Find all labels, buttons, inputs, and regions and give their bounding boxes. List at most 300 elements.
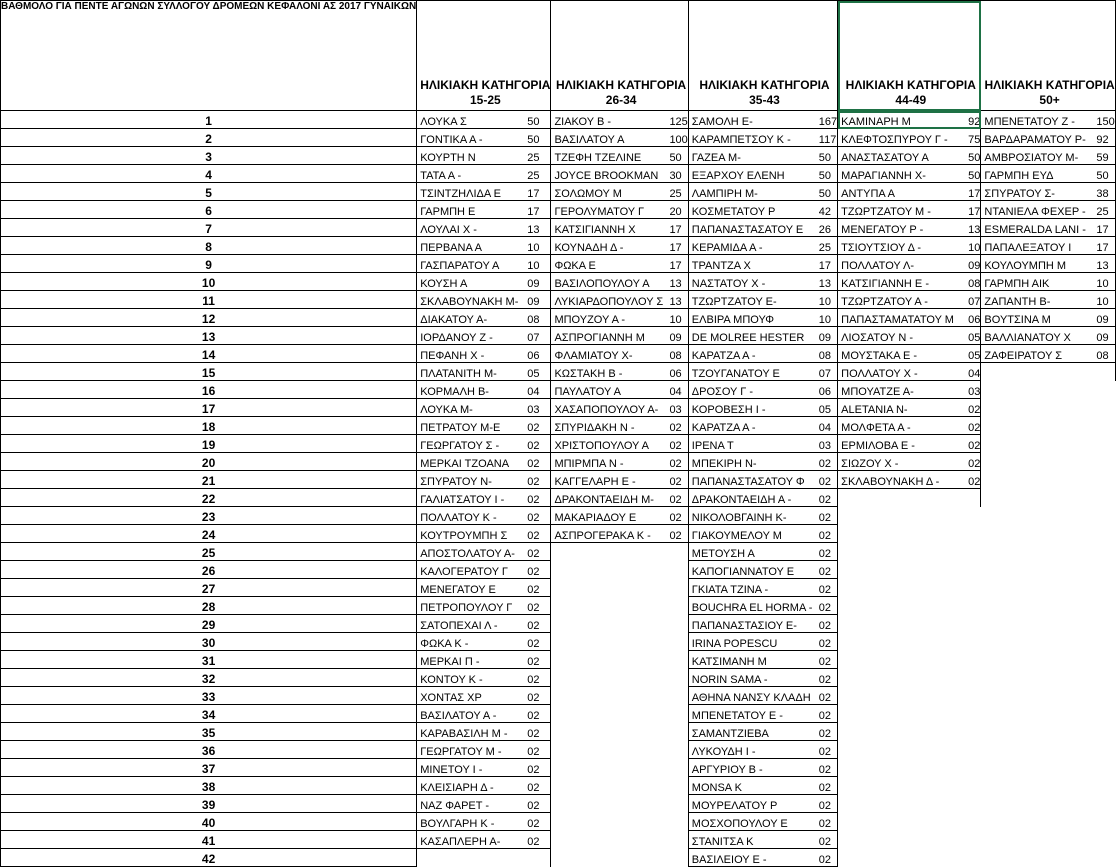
runner-cell[interactable] bbox=[981, 129, 1115, 147]
runner-cell[interactable] bbox=[551, 327, 688, 345]
runner-name: ΛΥΚΙΑΡΔΟΠΟΥΛΟΥ Σ bbox=[554, 296, 664, 308]
runner-cell[interactable] bbox=[838, 183, 981, 201]
rank-cell[interactable]: 34 bbox=[1, 705, 417, 723]
runner-cell[interactable] bbox=[838, 453, 981, 471]
runner-points: 13 bbox=[669, 278, 682, 290]
runner-cell[interactable] bbox=[417, 471, 551, 489]
rank-cell[interactable]: 32 bbox=[1, 669, 417, 687]
rank-cell[interactable]: 9 bbox=[1, 255, 417, 273]
runner-cell[interactable] bbox=[417, 687, 551, 705]
runner-cell[interactable] bbox=[838, 309, 981, 327]
runner-cell[interactable] bbox=[417, 579, 551, 597]
runner-cell[interactable] bbox=[981, 165, 1115, 183]
empty-cell[interactable] bbox=[838, 705, 981, 723]
runner-cell[interactable] bbox=[417, 435, 551, 453]
runner-cell[interactable] bbox=[551, 453, 688, 471]
empty-cell[interactable] bbox=[838, 597, 981, 615]
empty-cell[interactable] bbox=[838, 759, 981, 777]
rank-cell[interactable]: 14 bbox=[1, 345, 417, 363]
table-row bbox=[1, 741, 1116, 759]
empty-cell[interactable] bbox=[981, 723, 1115, 741]
runner-cell[interactable] bbox=[551, 399, 688, 417]
rank-cell[interactable]: 4 bbox=[1, 165, 417, 183]
runner-points: 08 bbox=[818, 350, 832, 362]
empty-cell[interactable] bbox=[551, 705, 688, 723]
runner-cell[interactable] bbox=[551, 219, 688, 237]
runner-cell[interactable] bbox=[417, 651, 551, 669]
rank-cell[interactable]: 13 bbox=[1, 327, 417, 345]
runner-cell[interactable] bbox=[417, 561, 551, 579]
runner-name: ΚΑΤΣΙΓΙΑΝΝΗ Ε - bbox=[841, 278, 929, 290]
empty-cell[interactable] bbox=[838, 723, 981, 741]
runner-cell[interactable] bbox=[688, 381, 837, 399]
runner-cell[interactable] bbox=[551, 111, 688, 129]
runner-cell[interactable] bbox=[688, 291, 837, 309]
runner-name: ΑΣΠΡΟΓΙΑΝΝΗ Μ bbox=[554, 332, 645, 344]
runner-cell[interactable] bbox=[688, 831, 837, 849]
runner-points: 02 bbox=[669, 458, 682, 470]
runner-cell[interactable] bbox=[688, 687, 837, 705]
runner-cell[interactable] bbox=[688, 633, 837, 651]
runner-points: 17 bbox=[669, 260, 682, 272]
runner-cell[interactable] bbox=[417, 831, 551, 849]
table-row bbox=[1, 255, 1116, 273]
runner-cell[interactable] bbox=[688, 183, 837, 201]
runner-name: ΠΑΠΑΣΤΑΜΑΤΑΤΟΥ Μ bbox=[841, 314, 954, 326]
runner-cell[interactable] bbox=[417, 273, 551, 291]
runner-points: 04 bbox=[527, 386, 540, 398]
runner-name: ΣΠΥΡΑΤΟΥ Ν- bbox=[420, 476, 492, 488]
runner-cell[interactable] bbox=[838, 363, 981, 381]
category-header-5[interactable] bbox=[981, 1, 1115, 111]
empty-cell[interactable] bbox=[838, 579, 981, 597]
runner-points: 02 bbox=[968, 476, 981, 488]
runner-cell[interactable] bbox=[417, 345, 551, 363]
runner-cell[interactable] bbox=[551, 525, 688, 543]
runner-cell[interactable] bbox=[838, 435, 981, 453]
runner-cell[interactable] bbox=[417, 813, 551, 831]
runner-cell[interactable] bbox=[688, 759, 837, 777]
runner-cell[interactable] bbox=[838, 165, 981, 183]
runner-cell[interactable] bbox=[688, 705, 837, 723]
runner-cell[interactable] bbox=[417, 525, 551, 543]
runner-cell[interactable] bbox=[417, 165, 551, 183]
runner-name: ΠΑΠΑΝΑΣΤΑΣΑΤΟΥ Ε bbox=[691, 224, 804, 236]
rank-cell[interactable]: 41 bbox=[1, 831, 417, 849]
rank-cell[interactable]: 40 bbox=[1, 813, 417, 831]
empty-cell[interactable] bbox=[417, 849, 551, 867]
empty-cell[interactable] bbox=[551, 741, 688, 759]
runner-cell[interactable] bbox=[688, 417, 837, 435]
empty-cell[interactable] bbox=[551, 687, 688, 705]
runner-cell[interactable] bbox=[981, 255, 1115, 273]
runner-cell[interactable] bbox=[688, 669, 837, 687]
empty-cell[interactable] bbox=[838, 615, 981, 633]
runner-cell[interactable] bbox=[838, 381, 981, 399]
runner-cell[interactable] bbox=[688, 255, 837, 273]
empty-cell[interactable] bbox=[981, 687, 1115, 705]
category-header-3[interactable] bbox=[688, 1, 837, 111]
runner-cell[interactable] bbox=[417, 363, 551, 381]
runner-cell[interactable] bbox=[417, 777, 551, 795]
runner-cell[interactable] bbox=[981, 111, 1115, 129]
runner-cell[interactable] bbox=[838, 255, 981, 273]
runner-name: ΧΡΙΣΤΟΠΟΥΛΟΥ Α bbox=[554, 440, 649, 452]
runner-cell[interactable] bbox=[981, 201, 1115, 219]
empty-cell[interactable] bbox=[551, 543, 688, 561]
empty-cell[interactable] bbox=[981, 561, 1115, 579]
runner-cell[interactable] bbox=[551, 291, 688, 309]
runner-cell[interactable] bbox=[688, 489, 837, 507]
runner-cell[interactable] bbox=[417, 453, 551, 471]
runner-cell[interactable] bbox=[417, 417, 551, 435]
empty-cell[interactable] bbox=[838, 489, 981, 507]
rank-cell[interactable]: 27 bbox=[1, 579, 417, 597]
rank-cell[interactable]: 35 bbox=[1, 723, 417, 741]
runner-cell[interactable] bbox=[417, 201, 551, 219]
empty-cell[interactable] bbox=[981, 489, 1115, 507]
runner-cell[interactable] bbox=[417, 219, 551, 237]
runner-cell[interactable] bbox=[417, 489, 551, 507]
rank-cell[interactable]: 31 bbox=[1, 651, 417, 669]
runner-cell[interactable] bbox=[417, 723, 551, 741]
runner-name: ΠΕΦΑΝΗ Χ - bbox=[420, 350, 485, 362]
empty-cell[interactable] bbox=[551, 831, 688, 849]
empty-cell[interactable] bbox=[981, 759, 1115, 777]
runner-points: 02 bbox=[527, 818, 540, 830]
runner-cell[interactable] bbox=[688, 525, 837, 543]
runner-cell[interactable] bbox=[838, 417, 981, 435]
rank-cell[interactable]: 6 bbox=[1, 201, 417, 219]
runner-cell[interactable] bbox=[417, 507, 551, 525]
rank-cell[interactable]: 21 bbox=[1, 471, 417, 489]
empty-cell[interactable] bbox=[981, 471, 1115, 489]
runner-cell[interactable] bbox=[688, 201, 837, 219]
runner-points: 09 bbox=[527, 296, 540, 308]
runner-name: BOUCHRA EL HORMA - bbox=[691, 602, 813, 614]
runner-cell[interactable] bbox=[688, 507, 837, 525]
runner-cell[interactable] bbox=[688, 723, 837, 741]
runner-cell[interactable] bbox=[551, 201, 688, 219]
runner-cell[interactable] bbox=[551, 489, 688, 507]
empty-cell[interactable] bbox=[551, 669, 688, 687]
rank-cell[interactable]: 11 bbox=[1, 291, 417, 309]
empty-cell[interactable] bbox=[981, 849, 1115, 867]
runner-points: 25 bbox=[1096, 206, 1109, 218]
runner-name: ΠΑΠΑΝΑΣΤΑΣΑΤΟΥ Φ bbox=[691, 476, 805, 488]
empty-cell[interactable] bbox=[838, 849, 981, 867]
rank-cell[interactable]: 7 bbox=[1, 219, 417, 237]
runner-name: ΓΑΛΙΑΤΣΑΤΟΥ Ι - bbox=[420, 494, 505, 506]
runner-cell[interactable] bbox=[688, 561, 837, 579]
runner-points: 06 bbox=[968, 314, 981, 326]
empty-cell[interactable] bbox=[838, 669, 981, 687]
rank-cell[interactable]: 22 bbox=[1, 489, 417, 507]
rank-cell[interactable]: 29 bbox=[1, 615, 417, 633]
empty-cell[interactable] bbox=[838, 651, 981, 669]
empty-cell[interactable] bbox=[981, 399, 1115, 417]
empty-cell[interactable] bbox=[981, 777, 1115, 795]
runner-cell[interactable] bbox=[688, 111, 837, 129]
runner-cell[interactable] bbox=[417, 129, 551, 147]
runner-name: ΚΛΕΦΤΟΣΠΥΡΟΥ Γ - bbox=[841, 134, 948, 146]
empty-cell[interactable] bbox=[838, 525, 981, 543]
empty-cell[interactable] bbox=[838, 687, 981, 705]
empty-cell[interactable] bbox=[981, 795, 1115, 813]
runner-cell[interactable] bbox=[838, 471, 981, 489]
rank-cell[interactable]: 26 bbox=[1, 561, 417, 579]
runner-name: ΚΟΥΛΟΥΜΠΗ Μ bbox=[984, 260, 1067, 272]
runner-cell[interactable] bbox=[551, 237, 688, 255]
runner-cell[interactable] bbox=[417, 327, 551, 345]
empty-cell[interactable] bbox=[981, 453, 1115, 471]
runner-cell[interactable] bbox=[981, 291, 1115, 309]
empty-cell[interactable] bbox=[551, 849, 688, 867]
empty-cell[interactable] bbox=[838, 741, 981, 759]
runner-name: ΤΣΙΟΥΤΣΙΟΥ Δ - bbox=[841, 242, 922, 254]
runner-cell[interactable] bbox=[688, 579, 837, 597]
rank-cell[interactable]: 38 bbox=[1, 777, 417, 795]
category-header-1[interactable] bbox=[417, 1, 551, 111]
empty-cell[interactable] bbox=[551, 633, 688, 651]
rank-cell[interactable]: 42 bbox=[1, 849, 417, 867]
runner-cell[interactable] bbox=[838, 201, 981, 219]
runner-cell[interactable] bbox=[417, 633, 551, 651]
runner-cell[interactable] bbox=[417, 669, 551, 687]
runner-cell[interactable] bbox=[688, 543, 837, 561]
category-label: ΗΛΙΚΙΑΚΗ ΚΑΤΗΓΟΡΙΑ bbox=[556, 78, 687, 92]
empty-cell[interactable] bbox=[981, 381, 1115, 399]
rank-cell[interactable]: 17 bbox=[1, 399, 417, 417]
runner-cell[interactable] bbox=[417, 291, 551, 309]
runner-cell[interactable] bbox=[838, 345, 981, 363]
runner-cell[interactable] bbox=[551, 129, 688, 147]
runner-cell[interactable] bbox=[417, 795, 551, 813]
empty-cell[interactable] bbox=[981, 435, 1115, 453]
runner-cell[interactable] bbox=[551, 183, 688, 201]
runner-cell[interactable] bbox=[688, 399, 837, 417]
runner-cell[interactable] bbox=[688, 273, 837, 291]
header-row bbox=[1, 1, 1116, 111]
runner-cell[interactable] bbox=[981, 147, 1115, 165]
runner-name: ΚΑΣΑΠΛΕΡΗ Α- bbox=[420, 836, 501, 848]
category-header-2[interactable] bbox=[551, 1, 688, 111]
runner-cell[interactable] bbox=[688, 237, 837, 255]
runner-cell[interactable] bbox=[688, 849, 837, 867]
runner-cell[interactable] bbox=[688, 795, 837, 813]
rank-cell[interactable]: 19 bbox=[1, 435, 417, 453]
runner-cell[interactable] bbox=[417, 759, 551, 777]
runner-cell[interactable] bbox=[688, 129, 837, 147]
runner-cell[interactable] bbox=[838, 399, 981, 417]
runner-points: 25 bbox=[818, 242, 832, 254]
runner-cell[interactable] bbox=[688, 615, 837, 633]
runner-cell[interactable] bbox=[688, 363, 837, 381]
runner-cell[interactable] bbox=[417, 381, 551, 399]
empty-cell[interactable] bbox=[981, 507, 1115, 525]
rank-cell[interactable]: 1 bbox=[1, 111, 417, 129]
rank-cell[interactable]: 33 bbox=[1, 687, 417, 705]
empty-cell[interactable] bbox=[551, 597, 688, 615]
runner-cell[interactable] bbox=[417, 111, 551, 129]
runner-points: 02 bbox=[818, 512, 832, 524]
rank-cell[interactable]: 20 bbox=[1, 453, 417, 471]
runner-cell[interactable] bbox=[981, 309, 1115, 327]
runner-cell[interactable] bbox=[838, 111, 981, 129]
empty-cell[interactable] bbox=[838, 507, 981, 525]
runner-cell[interactable] bbox=[417, 255, 551, 273]
runner-cell[interactable] bbox=[551, 435, 688, 453]
rank-cell[interactable]: 30 bbox=[1, 633, 417, 651]
runner-cell[interactable] bbox=[417, 237, 551, 255]
runner-cell[interactable] bbox=[551, 273, 688, 291]
empty-cell[interactable] bbox=[981, 651, 1115, 669]
empty-cell[interactable] bbox=[551, 759, 688, 777]
empty-cell[interactable] bbox=[838, 831, 981, 849]
empty-cell[interactable] bbox=[981, 525, 1115, 543]
empty-cell[interactable] bbox=[981, 615, 1115, 633]
runner-cell[interactable] bbox=[981, 273, 1115, 291]
runner-cell[interactable] bbox=[551, 381, 688, 399]
rank-cell[interactable]: 2 bbox=[1, 129, 417, 147]
runner-cell[interactable] bbox=[838, 129, 981, 147]
rank-cell[interactable]: 39 bbox=[1, 795, 417, 813]
runner-cell[interactable] bbox=[688, 147, 837, 165]
runner-name: ΝΑΖ ΦΑΡΕΤ - bbox=[420, 800, 489, 812]
runner-points: 06 bbox=[818, 386, 832, 398]
empty-cell[interactable] bbox=[981, 813, 1115, 831]
rank-cell[interactable]: 28 bbox=[1, 597, 417, 615]
runner-cell[interactable] bbox=[551, 363, 688, 381]
runner-cell[interactable] bbox=[688, 219, 837, 237]
empty-cell[interactable] bbox=[981, 597, 1115, 615]
runner-cell[interactable] bbox=[688, 813, 837, 831]
empty-cell[interactable] bbox=[551, 615, 688, 633]
empty-cell[interactable] bbox=[838, 561, 981, 579]
runner-cell[interactable] bbox=[417, 597, 551, 615]
empty-cell[interactable] bbox=[551, 813, 688, 831]
rank-cell[interactable]: 10 bbox=[1, 273, 417, 291]
empty-cell[interactable] bbox=[838, 543, 981, 561]
empty-cell[interactable] bbox=[981, 579, 1115, 597]
runner-cell[interactable] bbox=[981, 237, 1115, 255]
empty-cell[interactable] bbox=[981, 741, 1115, 759]
runner-cell[interactable] bbox=[688, 777, 837, 795]
runner-cell[interactable] bbox=[688, 435, 837, 453]
rank-cell[interactable]: 3 bbox=[1, 147, 417, 165]
runner-cell[interactable] bbox=[551, 471, 688, 489]
runner-cell[interactable] bbox=[417, 399, 551, 417]
sheet-title[interactable]: ΒΑΘΜΟΛΟ ΓΙΑ ΠΕΝΤΕ ΑΓΩΝΩΝ ΣΥΛΛΟΓΟΥ ΔΡΟΜΕΩΝ ΚΕΦΑΛΟΝΙ ΑΣ 2017 ΓΥΝΑΙΚΩΝ bbox=[1, 1, 417, 111]
runner-cell[interactable] bbox=[688, 165, 837, 183]
runner-cell[interactable] bbox=[688, 741, 837, 759]
ranking-body bbox=[1, 1, 1116, 867]
runner-cell[interactable] bbox=[688, 327, 837, 345]
runner-cell[interactable] bbox=[688, 345, 837, 363]
runner-cell[interactable] bbox=[838, 237, 981, 255]
runner-points: 02 bbox=[818, 530, 832, 542]
rank-cell[interactable]: 37 bbox=[1, 759, 417, 777]
runner-cell[interactable] bbox=[981, 183, 1115, 201]
runner-points: 02 bbox=[818, 854, 832, 866]
runner-cell[interactable] bbox=[551, 255, 688, 273]
empty-cell[interactable] bbox=[838, 777, 981, 795]
runner-cell[interactable] bbox=[417, 741, 551, 759]
empty-cell[interactable] bbox=[838, 633, 981, 651]
empty-cell[interactable] bbox=[981, 363, 1115, 381]
empty-cell[interactable] bbox=[981, 417, 1115, 435]
runner-cell[interactable] bbox=[838, 327, 981, 345]
runner-cell[interactable] bbox=[838, 273, 981, 291]
empty-cell[interactable] bbox=[981, 705, 1115, 723]
rank-cell[interactable]: 12 bbox=[1, 309, 417, 327]
rank-cell[interactable]: 36 bbox=[1, 741, 417, 759]
runner-cell[interactable] bbox=[688, 309, 837, 327]
runner-cell[interactable] bbox=[688, 651, 837, 669]
category-header-4[interactable] bbox=[838, 1, 981, 111]
rank-cell[interactable]: 16 bbox=[1, 381, 417, 399]
empty-cell[interactable] bbox=[551, 777, 688, 795]
rank-cell[interactable]: 24 bbox=[1, 525, 417, 543]
empty-cell[interactable] bbox=[981, 543, 1115, 561]
runner-cell[interactable] bbox=[981, 327, 1115, 345]
runner-cell[interactable] bbox=[551, 309, 688, 327]
runner-cell[interactable] bbox=[417, 705, 551, 723]
rank-cell[interactable]: 15 bbox=[1, 363, 417, 381]
empty-cell[interactable] bbox=[551, 651, 688, 669]
empty-cell[interactable] bbox=[551, 723, 688, 741]
runner-cell[interactable] bbox=[838, 219, 981, 237]
rank-cell[interactable]: 25 bbox=[1, 543, 417, 561]
empty-cell[interactable] bbox=[981, 633, 1115, 651]
empty-cell[interactable] bbox=[551, 561, 688, 579]
runner-cell[interactable] bbox=[551, 417, 688, 435]
runner-cell[interactable] bbox=[417, 543, 551, 561]
runner-cell[interactable] bbox=[551, 165, 688, 183]
runner-cell[interactable] bbox=[551, 507, 688, 525]
runner-name: ΚΟΥΝΑΔΗ Δ - bbox=[554, 242, 624, 254]
runner-cell[interactable] bbox=[981, 345, 1115, 363]
runner-points: 08 bbox=[1096, 350, 1109, 362]
empty-cell[interactable] bbox=[981, 669, 1115, 687]
empty-cell[interactable] bbox=[838, 795, 981, 813]
runner-points: 02 bbox=[669, 530, 682, 542]
runner-name: ΧΑΣΑΠΟΠΟΥΛΟΥ Α- bbox=[554, 404, 659, 416]
runner-cell[interactable] bbox=[417, 147, 551, 165]
runner-cell[interactable] bbox=[838, 147, 981, 165]
rank-cell[interactable]: 18 bbox=[1, 417, 417, 435]
runner-cell[interactable] bbox=[551, 147, 688, 165]
runner-cell[interactable] bbox=[417, 309, 551, 327]
runner-cell[interactable] bbox=[838, 291, 981, 309]
runner-cell[interactable] bbox=[551, 345, 688, 363]
empty-cell[interactable] bbox=[838, 813, 981, 831]
rank-cell[interactable]: 5 bbox=[1, 183, 417, 201]
runner-cell[interactable] bbox=[417, 183, 551, 201]
empty-cell[interactable] bbox=[551, 579, 688, 597]
runner-points: 02 bbox=[527, 584, 540, 596]
runner-cell[interactable] bbox=[417, 615, 551, 633]
rank-cell[interactable]: 23 bbox=[1, 507, 417, 525]
runner-cell[interactable] bbox=[688, 597, 837, 615]
runner-cell[interactable] bbox=[688, 471, 837, 489]
runner-points: 02 bbox=[669, 422, 682, 434]
runner-cell[interactable] bbox=[981, 219, 1115, 237]
empty-cell[interactable] bbox=[981, 831, 1115, 849]
runner-cell[interactable] bbox=[688, 453, 837, 471]
rank-cell[interactable]: 8 bbox=[1, 237, 417, 255]
empty-cell[interactable] bbox=[551, 795, 688, 813]
